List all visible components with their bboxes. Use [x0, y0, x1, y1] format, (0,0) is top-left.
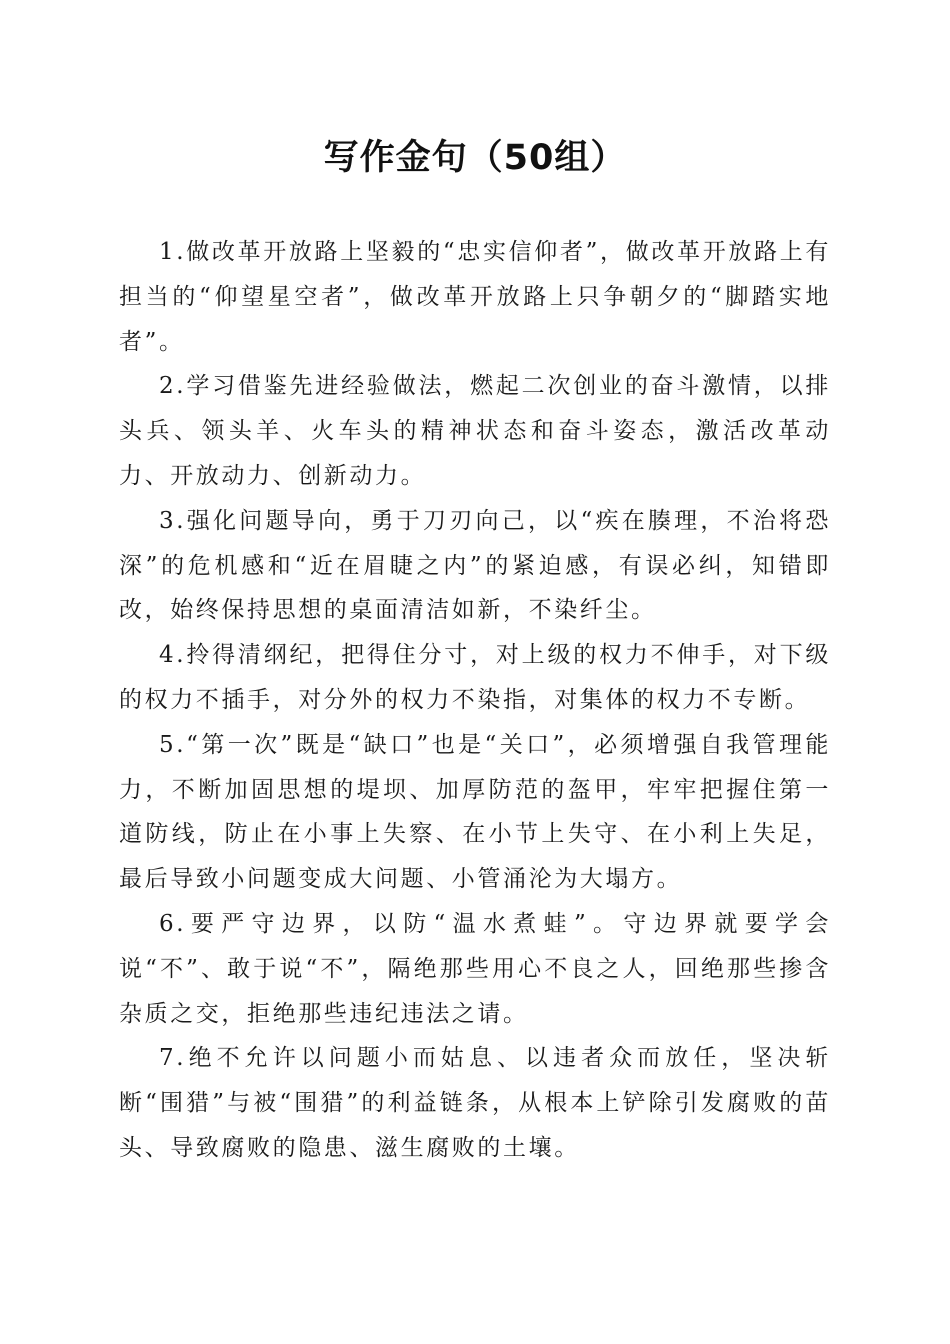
- paragraph-3: 3.强化问题导向，勇于刀刃向己，以“疾在腠理，不治将恐深”的危机感和“近在眉睫之内”的紧迫感，有误必纠，知错即改，始终保持思想的桌面清洁如新，不染纤尘。: [119, 507, 831, 624]
- document-body: [119, 230, 831, 1171]
- paragraph-1: 1.做改革开放路上坚毅的“忠实信仰者”，做改革开放路上有担当的“仰望星空者”，做改革开放路上只争朝夕的“脚踏实地者”。: [119, 239, 831, 355]
- document-title: 写作金句（50组）: [323, 138, 627, 178]
- paragraph-5: 5.“第一次”既是“缺口”也是“关口”，必须增强自我管理能力，不断加固思想的堤坝、加厚防范的盔甲，牢牢把握住第一道防线，防止在小事上失察、在小节上失守、在小利上失足，最后导致小问题变成大问题、小管涌沦为大塌方。: [119, 731, 831, 893]
- paragraph-4: 4.拎得清纲纪，把得住分寸，对上级的权力不伸手，对下级的权力不插手，对分外的权力不染指，对集体的权力不专断。: [119, 642, 831, 713]
- paragraph-7: 7.绝不允许以问题小而姑息、以违者众而放任，坚决斩断“围猎”与被“围猎”的利益链条，从根本上铲除引发腐败的苗头、导致腐败的隐患、滋生腐败的土壤。: [119, 1045, 831, 1161]
- paragraph-6: 6.要严守边界，以防“温水煮蛙”。守边界就要学会说“不”、敢于说“不”，隔绝那些用心不良之人，回绝那些掺含杂质之交，拒绝那些违纪违法之请。: [119, 910, 831, 1027]
- paragraph-2: 2.学习借鉴先进经验做法，燃起二次创业的奋斗激情，以排头兵、领头羊、火车头的精神状态和奋斗姿态，激活改革动力、开放动力、创新动力。: [119, 373, 831, 489]
